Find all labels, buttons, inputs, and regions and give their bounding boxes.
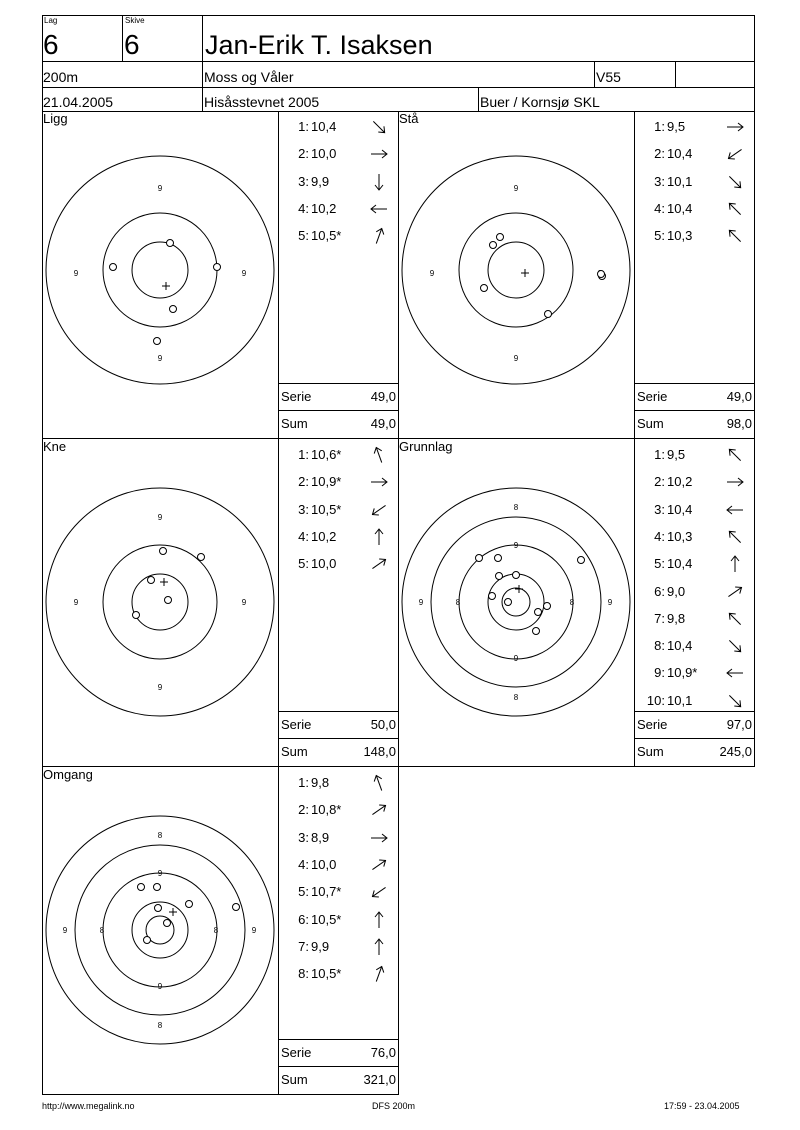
divider: [279, 383, 399, 384]
shot-hole: [155, 905, 162, 912]
shot-number: 10:: [646, 692, 665, 708]
shot-number: 5:: [654, 228, 665, 244]
shot-number: 8:: [654, 638, 665, 654]
ring-score-label: 9: [157, 184, 163, 193]
shot-hole: [154, 884, 161, 891]
direction-arrow-icon: [725, 145, 745, 166]
shot-value: 8,9: [311, 829, 330, 845]
shot-hole: [186, 901, 193, 908]
shot-hole: [138, 884, 145, 891]
header-row-3: [42, 87, 755, 112]
ring-score-label: 8: [455, 598, 461, 607]
shot-value: 9,8: [667, 610, 686, 626]
shot-hole: [167, 240, 174, 247]
shot-number: 1:: [298, 119, 309, 134]
shot-number: 3:: [298, 501, 309, 517]
shot-number: 4:: [654, 528, 665, 544]
ring-score-label: 9: [157, 683, 163, 692]
section-title: Ligg: [43, 111, 68, 126]
ring-score-label: 8: [513, 503, 519, 512]
shot-row: [279, 803, 397, 819]
direction-arrow-icon: [369, 555, 389, 576]
ring-score-label: 9: [607, 598, 613, 607]
ring-score-label: 9: [513, 354, 519, 363]
ring-score-label: 9: [157, 513, 163, 522]
shot-row: [635, 475, 753, 491]
shot-row: [279, 776, 397, 792]
shot-hole: [160, 548, 167, 555]
shot-hole: [170, 306, 177, 313]
ring-score-label: 9: [157, 869, 163, 878]
shot-number: 4:: [298, 856, 309, 872]
shot-number: 5:: [298, 884, 309, 900]
lag-label: Lag: [44, 16, 58, 25]
section-title: Omgang: [43, 767, 93, 782]
ring-score-label: 9: [418, 598, 424, 607]
shot-row: [279, 229, 397, 245]
skive-value: 6: [124, 29, 140, 60]
direction-arrow-icon: [369, 774, 389, 795]
shot-value: 10,7*: [311, 884, 342, 900]
shot-hole: [490, 242, 497, 249]
shot-value: 10,5*: [311, 966, 342, 982]
direction-arrow-icon: [725, 555, 745, 576]
direction-arrow-icon: [725, 446, 745, 467]
mean-impact-cross: [160, 578, 168, 586]
shot-value: 10,4: [667, 501, 693, 517]
ring-score-label: 8: [569, 598, 575, 607]
direction-arrow-icon: [369, 145, 389, 166]
direction-arrow-icon: [725, 173, 745, 194]
serie-value: 97,0: [726, 717, 752, 732]
direction-arrow-icon: [369, 883, 389, 904]
shot-value: 10,5*: [311, 501, 342, 517]
shot-hole: [133, 612, 140, 619]
target-diagram: [42, 767, 278, 1093]
shot-number: 4:: [298, 200, 309, 216]
shot-value: 10,2: [667, 474, 693, 490]
divider: [635, 738, 755, 739]
target-ring: [402, 488, 630, 716]
mean-impact-cross: [169, 908, 177, 916]
serie-label: Serie: [637, 389, 668, 404]
divider: [279, 1066, 399, 1067]
ring-score-label: 9: [73, 269, 79, 278]
direction-arrow-icon: [369, 173, 389, 194]
shot-row: [279, 530, 397, 546]
shot-number: 1:: [298, 447, 309, 462]
target-ring: [459, 213, 573, 327]
section-title: Stå: [399, 111, 419, 126]
shot-row: [635, 639, 753, 655]
shot-value: 10,2: [311, 528, 337, 544]
shot-number: 8:: [298, 966, 309, 982]
direction-arrow-icon: [369, 473, 389, 494]
shot-hole: [154, 338, 161, 345]
shot-row: [279, 831, 397, 847]
section-title: Kne: [43, 439, 67, 454]
header-row-2: [42, 61, 755, 88]
target-ring: [46, 488, 274, 716]
shot-number: 3:: [298, 829, 309, 845]
shot-number: 2:: [654, 474, 665, 490]
shot-row: [635, 175, 753, 191]
direction-arrow-icon: [725, 583, 745, 604]
shot-hole: [578, 557, 585, 564]
shot-row: [635, 120, 753, 136]
shot-value: 10,9*: [667, 665, 698, 681]
shot-number: 6:: [654, 583, 665, 599]
divider: [279, 1039, 399, 1040]
shot-row: [635, 612, 753, 628]
direction-arrow-icon: [369, 227, 389, 248]
shot-row: [635, 666, 753, 682]
ring-score-label: 9: [241, 269, 247, 278]
shot-value: 10,0: [311, 856, 337, 872]
club: Moss og Våler: [204, 69, 294, 85]
shot-number: 2:: [298, 802, 309, 818]
shot-hole: [513, 572, 520, 579]
direction-arrow-icon: [369, 938, 389, 959]
target-diagram: [42, 439, 278, 765]
direction-arrow-icon: [369, 446, 389, 467]
mean-impact-cross: [515, 585, 523, 593]
ring-score-label: 8: [213, 926, 219, 935]
shot-value: 10,3: [667, 228, 693, 244]
shot-hole: [214, 264, 221, 271]
direction-arrow-icon: [369, 829, 389, 850]
section-title: Grunnlag: [399, 439, 453, 454]
sum-label: Sum: [637, 416, 664, 431]
shot-value: 10,0: [311, 146, 337, 162]
shot-row: [635, 448, 753, 464]
direction-arrow-icon: [725, 664, 745, 685]
direction-arrow-icon: [725, 118, 745, 139]
shot-row: [279, 503, 397, 519]
skive-label: Skive: [125, 16, 145, 25]
ring-score-label: 9: [513, 654, 519, 663]
shot-number: 1:: [654, 447, 665, 462]
ring-score-label: 8: [157, 1021, 163, 1030]
shot-number: 4:: [298, 528, 309, 544]
serie-value: 50,0: [370, 717, 396, 732]
direction-arrow-icon: [369, 528, 389, 549]
shot-hole: [476, 555, 483, 562]
shot-number: 6:: [298, 911, 309, 927]
shot-row: [635, 530, 753, 546]
ring-score-label: 9: [73, 598, 79, 607]
shot-value: 10,4: [311, 119, 337, 134]
mean-impact-cross: [521, 269, 529, 277]
divider: [635, 711, 755, 712]
shot-row: [635, 229, 753, 245]
footer-url[interactable]: http://www.megalink.no: [42, 1101, 135, 1111]
target-diagram: [398, 111, 634, 437]
shooter-name: Jan-Erik T. Isaksen: [205, 30, 433, 60]
shot-number: 9:: [654, 665, 665, 681]
shot-hole: [198, 554, 205, 561]
event: Hisåsstevnet 2005: [204, 94, 320, 110]
shot-hole: [233, 904, 240, 911]
shot-hole: [535, 609, 542, 616]
shot-value: 9,9: [311, 173, 330, 189]
serie-label: Serie: [281, 389, 312, 404]
shot-row: [279, 940, 397, 956]
shot-hole: [489, 593, 496, 600]
shot-value: 9,8: [311, 775, 330, 790]
shot-row: [635, 503, 753, 519]
shot-value: 10,8*: [311, 802, 342, 818]
sum-label: Sum: [281, 744, 308, 759]
divider: [635, 410, 755, 411]
direction-arrow-icon: [369, 200, 389, 221]
shot-row: [279, 147, 397, 163]
ring-score-label: 8: [99, 926, 105, 935]
date: 21.04.2005: [43, 94, 114, 110]
sum-value: 98,0: [726, 416, 752, 431]
target-ring: [103, 545, 217, 659]
shot-hole: [481, 285, 488, 292]
direction-arrow-icon: [369, 118, 389, 139]
shot-number: 5:: [654, 556, 665, 572]
shot-number: 1:: [298, 775, 309, 790]
shot-value: 9,0: [667, 583, 686, 599]
target-ring: [488, 242, 544, 298]
direction-arrow-icon: [725, 637, 745, 658]
target-ring: [132, 242, 188, 298]
ring-score-label: 9: [241, 598, 247, 607]
shot-value: 10,4: [667, 638, 693, 654]
direction-arrow-icon: [725, 200, 745, 221]
shot-value: 9,5: [667, 447, 686, 462]
serie-value: 76,0: [370, 1045, 396, 1060]
divider: [635, 383, 755, 384]
shot-hole: [598, 271, 605, 278]
shot-value: 10,4: [667, 200, 693, 216]
target-ring: [46, 816, 274, 1044]
shot-number: 1:: [654, 119, 665, 134]
target-diagram: [42, 111, 278, 437]
ring-score-label: 8: [513, 693, 519, 702]
serie-label: Serie: [637, 717, 668, 732]
shot-row: [279, 967, 397, 983]
shot-row: [279, 175, 397, 191]
sum-value: 49,0: [370, 416, 396, 431]
sum-value: 148,0: [363, 744, 396, 759]
mean-impact-cross: [162, 282, 170, 290]
shot-value: 10,4: [667, 146, 693, 162]
shot-number: 5:: [298, 228, 309, 244]
shot-row: [635, 694, 753, 710]
shot-hole: [497, 234, 504, 241]
sum-value: 321,0: [363, 1072, 396, 1087]
shot-hole: [148, 577, 155, 584]
shot-hole: [164, 920, 171, 927]
serie-label: Serie: [281, 717, 312, 732]
shot-number: 2:: [298, 146, 309, 162]
shot-number: 3:: [298, 173, 309, 189]
shot-row: [635, 202, 753, 218]
distance: 200m: [43, 69, 79, 85]
target-ring: [488, 574, 544, 630]
shot-number: 7:: [298, 938, 309, 954]
shot-hole: [110, 264, 117, 271]
shot-number: 2:: [654, 146, 665, 162]
shot-row: [635, 585, 753, 601]
shot-row: [635, 557, 753, 573]
sum-label: Sum: [281, 1072, 308, 1087]
shot-row: [279, 557, 397, 573]
shot-value: 9,9: [311, 938, 330, 954]
shot-number: 3:: [654, 501, 665, 517]
divider: [279, 711, 399, 712]
target-ring: [459, 545, 573, 659]
serie-value: 49,0: [370, 389, 396, 404]
shot-hole: [165, 597, 172, 604]
ring-score-label: 9: [513, 184, 519, 193]
shot-hole: [505, 599, 512, 606]
sum-value: 245,0: [719, 744, 752, 759]
lag-value: 6: [43, 29, 59, 60]
shot-value: 10,6*: [311, 447, 342, 462]
ring-score-label: 9: [429, 269, 435, 278]
shot-number: 4:: [654, 200, 665, 216]
direction-arrow-icon: [725, 692, 745, 713]
shot-value: 10,4: [667, 556, 693, 572]
direction-arrow-icon: [725, 610, 745, 631]
shot-value: 10,9*: [311, 474, 342, 490]
ring-score-label: 9: [157, 354, 163, 363]
shot-row: [279, 475, 397, 491]
shot-row: [279, 885, 397, 901]
direction-arrow-icon: [369, 501, 389, 522]
target-ring: [103, 213, 217, 327]
direction-arrow-icon: [725, 528, 745, 549]
sum-label: Sum: [637, 744, 664, 759]
shot-hole: [144, 937, 151, 944]
direction-arrow-icon: [725, 227, 745, 248]
shot-hole: [495, 555, 502, 562]
shot-hole: [544, 603, 551, 610]
shot-row: [279, 202, 397, 218]
divider: [279, 410, 399, 411]
ring-score-label: 8: [157, 831, 163, 840]
direction-arrow-icon: [369, 911, 389, 932]
shot-number: 3:: [654, 173, 665, 189]
sum-label: Sum: [281, 416, 308, 431]
shot-row: [279, 913, 397, 929]
shot-row: [635, 147, 753, 163]
ring-score-label: 9: [513, 541, 519, 550]
shot-hole: [533, 628, 540, 635]
ring-score-label: 9: [157, 982, 163, 991]
direction-arrow-icon: [369, 801, 389, 822]
shot-number: 5:: [298, 556, 309, 572]
shot-value: 10,1: [667, 173, 693, 189]
ring-score-label: 9: [62, 926, 68, 935]
target-ring: [103, 873, 217, 987]
footer-center: DFS 200m: [372, 1101, 416, 1111]
venue: Buer / Kornsjø SKL: [480, 94, 600, 110]
class: V55: [596, 69, 621, 85]
shot-hole: [496, 573, 503, 580]
direction-arrow-icon: [369, 856, 389, 877]
shot-row: [279, 858, 397, 874]
serie-value: 49,0: [726, 389, 752, 404]
divider: [279, 738, 399, 739]
shot-value: 10,2: [311, 200, 337, 216]
direction-arrow-icon: [725, 473, 745, 494]
shot-value: 10,1: [667, 692, 693, 708]
shot-number: 2:: [298, 474, 309, 490]
shot-value: 10,0: [311, 556, 337, 572]
shot-value: 10,5*: [311, 228, 342, 244]
ring-score-label: 9: [251, 926, 257, 935]
shot-number: 7:: [654, 610, 665, 626]
shot-row: [279, 120, 397, 136]
footer-timestamp: 17:59 - 23.04.2005: [664, 1101, 740, 1111]
target-diagram: [398, 439, 634, 765]
shot-hole: [545, 311, 552, 318]
direction-arrow-icon: [725, 501, 745, 522]
shot-value: 10,3: [667, 528, 693, 544]
shot-value: 10,5*: [311, 911, 342, 927]
shot-row: [279, 448, 397, 464]
shot-value: 9,5: [667, 119, 686, 134]
serie-label: Serie: [281, 1045, 312, 1060]
direction-arrow-icon: [369, 965, 389, 986]
